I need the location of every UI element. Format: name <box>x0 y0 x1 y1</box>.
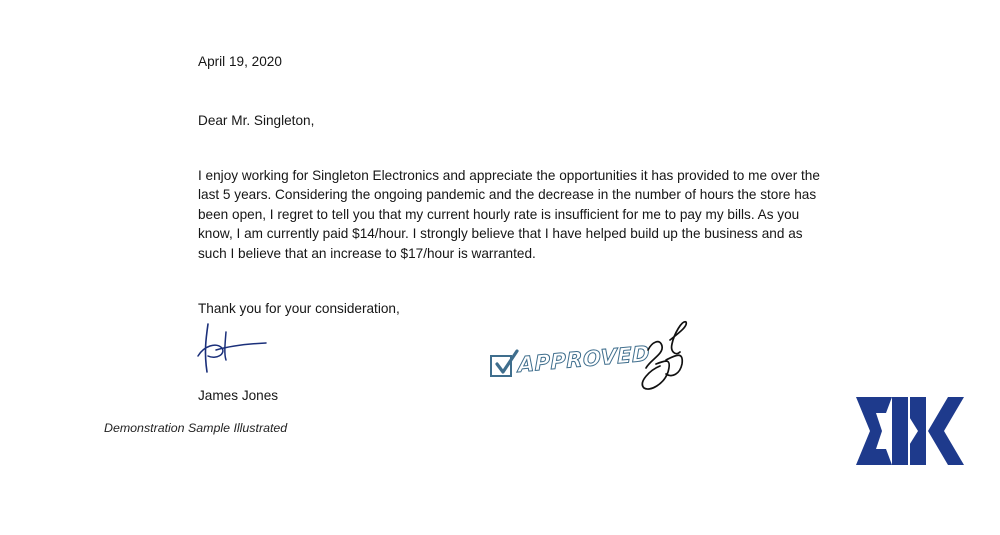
approved-stamp <box>484 341 651 391</box>
employee-signature <box>196 318 270 376</box>
checkmark-icon <box>490 347 520 377</box>
approval-initials-signature <box>636 320 694 396</box>
body-line: I enjoy working for Singleton Electronics and appreciate the opportunities it has provided to me over the <box>198 168 820 183</box>
logo-right-chevron <box>928 397 964 465</box>
logo-left-chevron <box>856 397 892 465</box>
company-logo <box>852 395 964 467</box>
body-line: been open, I regret to tell you that my current hourly rate is insufficient for me to pay my bills. As you <box>198 206 800 222</box>
letter-date: April 19, 2020 <box>198 54 282 69</box>
signer-name: James Jones <box>198 388 279 403</box>
body-line: know, I am currently paid $14/hour. I strongly believe that I have helped build up the business and as <box>198 226 803 242</box>
letter-closing: Thank you for your consideration, <box>198 301 400 316</box>
body-line: last 5 years. Considering the ongoing pandemic and the decrease in the number of hours the store has <box>198 187 817 203</box>
body-line: such I believe that an increase to $17/hour is warranted. <box>198 245 536 261</box>
demo-note: Demonstration Sample Illustrated <box>104 421 288 435</box>
letter-salutation: Dear Mr. Singleton, <box>198 113 315 128</box>
stamp-label: APPROVED <box>517 341 651 378</box>
logo-left-bar <box>892 397 908 465</box>
letter-body <box>198 166 838 263</box>
